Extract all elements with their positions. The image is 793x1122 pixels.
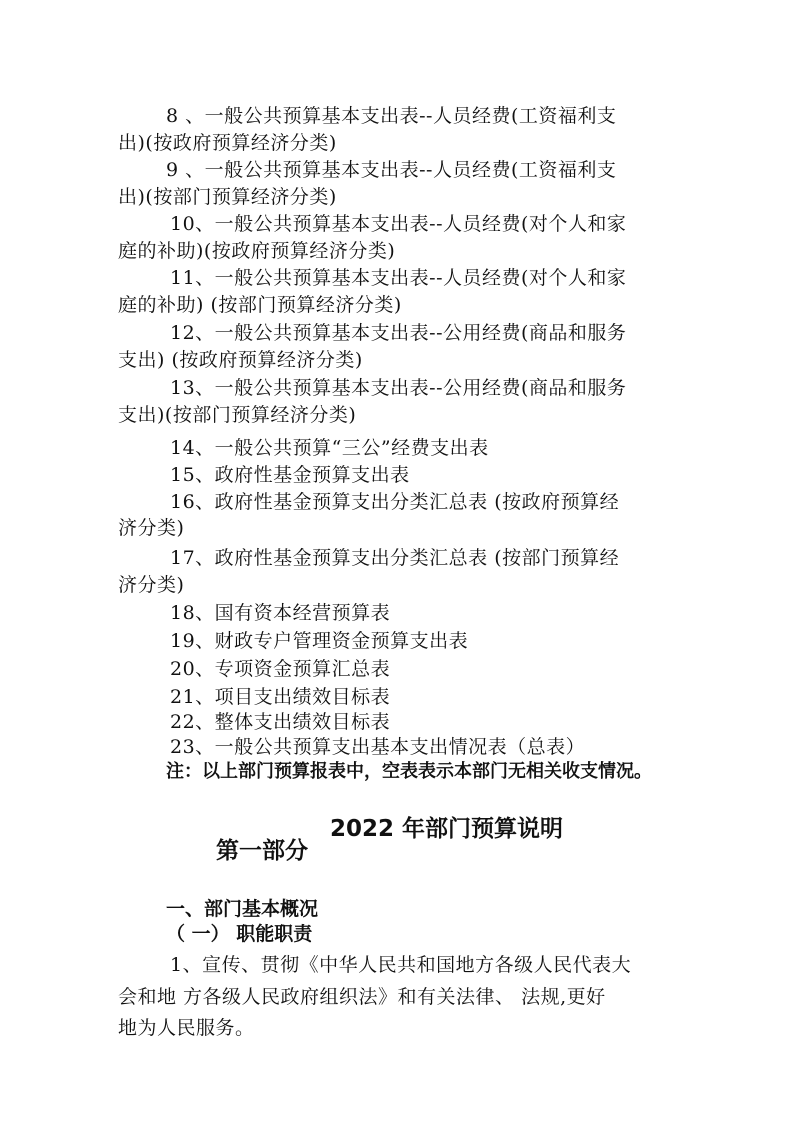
toc-item-16-line1: 16、政府性基金预算支出分类汇总表 (按政府预算经 <box>170 491 620 513</box>
toc-item-20: 20、专项资金预算汇总表 <box>170 658 391 680</box>
toc-item-10-line1: 10、一般公共预算基本支出表--人员经费(对个人和家 <box>170 213 627 235</box>
toc-item-13-line2: 支出)(按部门预算经济分类) <box>118 404 357 426</box>
toc-item-8-line2: 出)(按政府预算经济分类) <box>118 132 337 154</box>
toc-item-8-line1: 8 、一般公共预算基本支出表--人员经费(工资福利支 <box>166 105 617 127</box>
paragraph-line-2: 会和地 方各级人民政府组织法》和有关法律、 法规,更好 <box>118 986 606 1008</box>
paragraph-line-1: 1、宣传、贯彻《中华人民共和国地方各级人民代表大 <box>170 954 632 976</box>
toc-item-17-line2: 济分类) <box>118 574 185 596</box>
section-title-year: 2022 年部门预算说明 <box>330 816 564 842</box>
toc-item-13-line1: 13、一般公共预算基本支出表--公用经费(商品和服务 <box>170 377 627 399</box>
heading-duties: （ 一） 职能职责 <box>166 923 313 945</box>
heading-basic-overview: 一、部门基本概况 <box>166 898 319 920</box>
toc-item-23: 23、一般公共预算支出基本支出情况表（总表） <box>170 736 586 758</box>
toc-item-18: 18、国有资本经营预算表 <box>170 602 391 624</box>
toc-item-12-line2: 支出) (按政府预算经济分类) <box>118 349 363 371</box>
toc-item-21: 21、项目支出绩效目标表 <box>170 686 391 708</box>
toc-item-16-line2: 济分类) <box>118 517 185 539</box>
toc-item-22: 22、整体支出绩效目标表 <box>170 711 391 733</box>
toc-item-15: 15、政府性基金预算支出表 <box>170 464 410 486</box>
toc-item-10-line2: 庭的补助)(按政府预算经济分类) <box>118 240 396 262</box>
section-title-part: 第一部分 <box>216 838 308 864</box>
toc-item-11-line2: 庭的补助) (按部门预算经济分类) <box>118 294 402 316</box>
toc-item-19: 19、财政专户管理资金预算支出表 <box>170 630 469 652</box>
toc-item-17-line1: 17、政府性基金预算支出分类汇总表 (按部门预算经 <box>170 547 620 569</box>
toc-item-9-line2: 出)(按部门预算经济分类) <box>118 186 337 208</box>
toc-item-12-line1: 12、一般公共预算基本支出表--公用经费(商品和服务 <box>170 322 627 344</box>
toc-item-11-line1: 11、一般公共预算基本支出表--人员经费(对个人和家 <box>170 267 627 289</box>
note-text: 注：以上部门预算报表中，空表表示本部门无相关收支情况。 <box>166 761 652 782</box>
paragraph-line-3: 地为人民服务。 <box>118 1017 255 1039</box>
toc-item-14: 14、一般公共预算“三公”经费支出表 <box>170 437 489 459</box>
toc-item-9-line1: 9 、一般公共预算基本支出表--人员经费(工资福利支 <box>166 159 617 181</box>
